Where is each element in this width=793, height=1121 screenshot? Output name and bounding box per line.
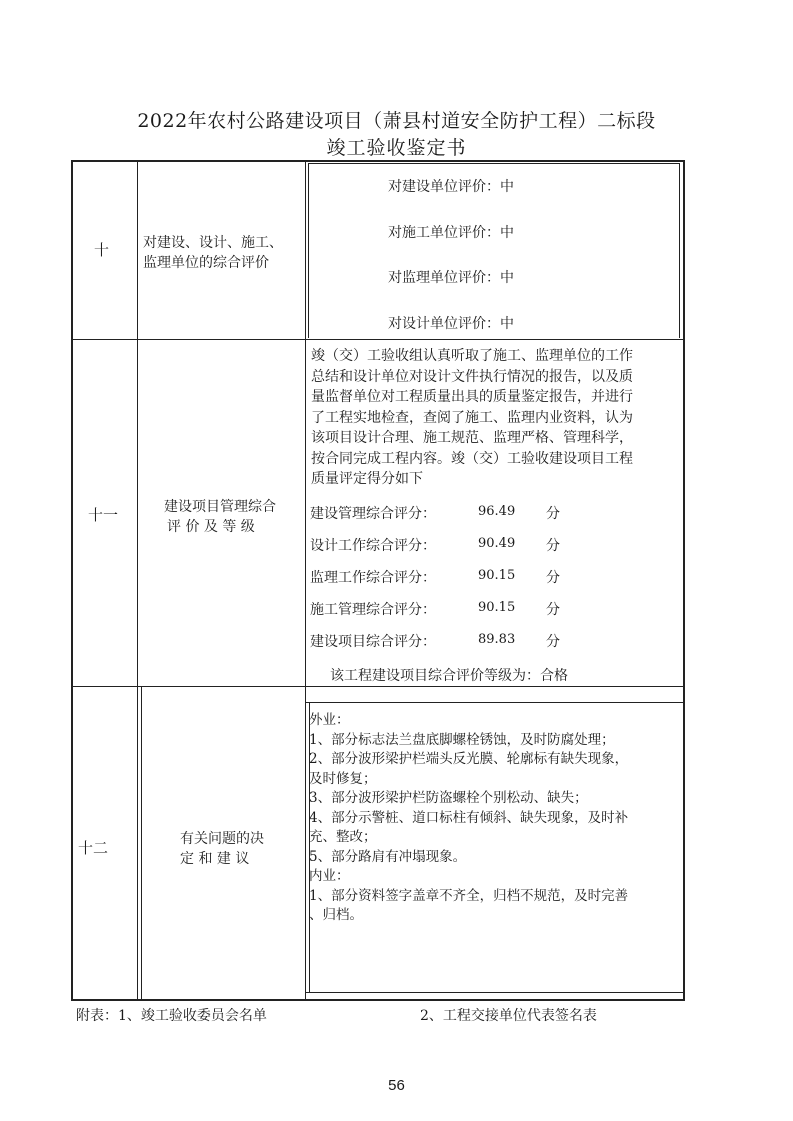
issue-line: 充、整改； bbox=[309, 829, 377, 845]
paragraph-line: 总结和设计单位对设计文件执行情况的报告，以及质 bbox=[311, 368, 633, 385]
issue-line: 及时修复； bbox=[309, 770, 377, 787]
section-title-line: 对建设、设计、施工、 bbox=[143, 235, 283, 251]
paragraph-line: 量监督单位对工程质量出具的质量鉴定报告，并进行 bbox=[311, 389, 633, 405]
issue-line: 1、部分标志法兰盘底脚螺栓锈蚀，及时防腐处理； bbox=[309, 731, 615, 748]
issue-line: 1、部分资料签字盖章不齐全，归档不规范，及时完善 bbox=[309, 887, 629, 904]
score-label: 施工管理综合评分： bbox=[310, 602, 436, 618]
section-number: 十一 bbox=[88, 506, 119, 524]
rating-construction-unit: 对建设单位评价：中 bbox=[388, 179, 514, 195]
score-unit: 分 bbox=[546, 538, 560, 554]
page-number: 56 bbox=[388, 1077, 405, 1094]
paragraph-line: 了工程实地检查，查阅了施工、监理内业资料，认为 bbox=[311, 409, 633, 426]
section-number: 十二 bbox=[78, 839, 109, 857]
score-value: 90.49 bbox=[478, 536, 516, 551]
issue-line: 外业： bbox=[309, 712, 350, 728]
score-unit: 分 bbox=[546, 570, 560, 586]
score-value: 89.83 bbox=[478, 632, 516, 647]
score-label: 监理工作综合评分： bbox=[310, 570, 436, 586]
score-label: 设计工作综合评分： bbox=[310, 538, 436, 554]
score-label: 建设项目综合评分： bbox=[310, 634, 436, 650]
paragraph-line: 该项目设计合理、施工规范、监理严格、管理科学， bbox=[311, 430, 633, 446]
rating-design-unit: 对设计单位评价：中 bbox=[388, 316, 514, 332]
document-subtitle: 竣工验收鉴定书 bbox=[326, 137, 467, 159]
issue-line: 、归档。 bbox=[309, 907, 363, 923]
issue-line: 内业： bbox=[309, 868, 350, 884]
section-number: 十 bbox=[94, 241, 110, 259]
rating-supervision-unit: 对监理单位评价：中 bbox=[388, 270, 514, 286]
section-title-line: 定 和 建 议 bbox=[180, 851, 250, 867]
paragraph-line: 质量评定得分如下 bbox=[311, 471, 423, 487]
score-label: 建设管理综合评分： bbox=[310, 506, 436, 522]
issue-line: 4、部分示警桩、道口标柱有倾斜、缺失现象，及时补 bbox=[309, 809, 629, 826]
score-unit: 分 bbox=[546, 602, 560, 618]
score-value: 90.15 bbox=[478, 568, 516, 583]
attachment-list-1: 附表：1、竣工验收委员会名单 bbox=[76, 1008, 267, 1024]
rating-contractor-unit: 对施工单位评价：中 bbox=[388, 225, 514, 241]
issue-line: 3、部分波形梁护栏防盗螺栓个别松动、缺失； bbox=[309, 790, 588, 806]
issue-line: 2、部分波形梁护栏端头反光膜、轮廓标有缺失现象， bbox=[309, 751, 629, 767]
issues-list bbox=[309, 711, 681, 926]
grade-line: 该工程建设项目综合评价等级为：合格 bbox=[330, 668, 568, 684]
score-unit: 分 bbox=[546, 506, 560, 522]
document-title: 2022年农村公路建设项目（萧县村道安全防护工程）二标段 bbox=[137, 110, 656, 132]
section-title-line: 监理单位的综合评价 bbox=[143, 255, 269, 271]
attachment-list-2: 2、工程交接单位代表签名表 bbox=[420, 1008, 597, 1024]
score-value: 96.49 bbox=[478, 504, 516, 519]
paragraph-line: 竣（交）工验收组认真听取了施工、监理单位的工作 bbox=[311, 348, 633, 364]
score-value: 90.15 bbox=[478, 600, 516, 615]
paragraph-line: 按合同完成工程内容。竣（交）工验收建设项目工程 bbox=[311, 450, 633, 467]
score-unit: 分 bbox=[546, 634, 560, 650]
issue-line: 5、部分路肩有冲塌现象。 bbox=[309, 848, 467, 865]
acceptance-paragraph bbox=[311, 346, 677, 490]
section-title-line: 有关问题的决 bbox=[180, 831, 264, 847]
section-title-line: 评 价 及 等 级 bbox=[167, 519, 255, 535]
section-title-line: 建设项目管理综合 bbox=[164, 499, 276, 515]
